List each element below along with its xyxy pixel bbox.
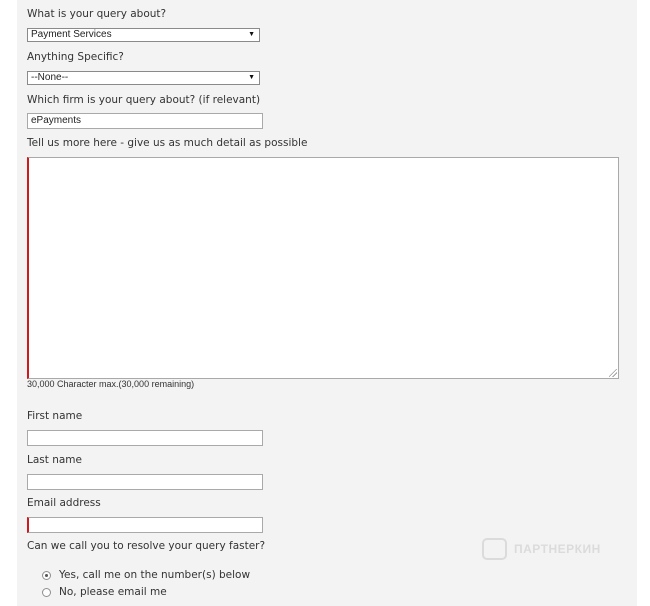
chevron-down-icon: ▼ bbox=[248, 74, 255, 81]
specific-select[interactable] bbox=[27, 71, 260, 85]
details-label: Tell us more here - give us as much detail as possible bbox=[27, 137, 308, 149]
callback-option-no-label[interactable]: No, please email me bbox=[59, 586, 167, 598]
details-textarea[interactable] bbox=[27, 157, 619, 379]
last-name-input[interactable] bbox=[27, 474, 263, 490]
chat-logo-icon bbox=[482, 538, 507, 560]
first-name-label: First name bbox=[27, 410, 83, 422]
chevron-down-icon: ▼ bbox=[248, 31, 255, 38]
firm-label: Which firm is your query about? (if relevant) bbox=[27, 94, 261, 106]
watermark-text: ПАРТНЕРКИН bbox=[514, 542, 601, 556]
query-about-select[interactable] bbox=[27, 28, 260, 42]
email-label: Email address bbox=[27, 497, 101, 509]
query-about-label: What is your query about? bbox=[27, 8, 167, 20]
character-count-hint: 30,000 Character max.(30,000 remaining) bbox=[27, 379, 195, 389]
resize-handle-icon[interactable] bbox=[609, 369, 617, 377]
email-input[interactable] bbox=[27, 517, 263, 533]
specific-label: Anything Specific? bbox=[27, 51, 124, 63]
last-name-label: Last name bbox=[27, 454, 82, 466]
callback-option-yes-label[interactable]: Yes, call me on the number(s) below bbox=[59, 569, 251, 581]
first-name-input[interactable] bbox=[27, 430, 263, 446]
radio-button[interactable] bbox=[42, 588, 51, 597]
radio-button-selected[interactable] bbox=[42, 571, 51, 580]
query-about-selected-value: Payment Services bbox=[31, 29, 112, 40]
firm-input[interactable]: ePayments bbox=[27, 113, 263, 129]
specific-selected-value: --None-- bbox=[31, 72, 69, 83]
callback-question: Can we call you to resolve your query faster? bbox=[27, 540, 266, 552]
